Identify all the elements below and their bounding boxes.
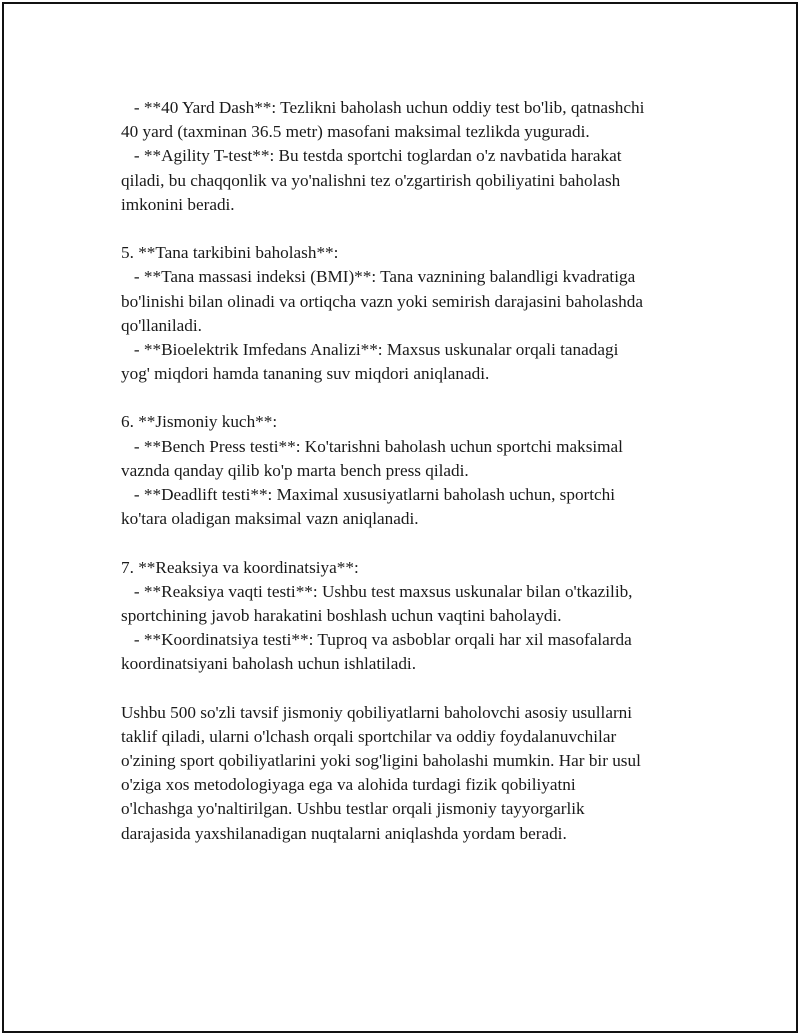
text-line: - **Reaksiya vaqti testi**: Ushbu test maxsus uskunalar bilan o'tkazilib, (121, 581, 633, 601)
text-line: bo'linishi bilan olinadi va ortiqcha vazn yoki semirish darajasini baholashda (121, 291, 643, 311)
text-line: o'lchashga yo'naltirilgan. Ushbu testlar orqali jismoniy tayyorgarlik (121, 799, 585, 819)
text-line: darajasida yaxshilanadigan nuqtalarni aniqlashda yordam beradi. (121, 823, 567, 843)
text-line: Ushbu 500 so'zli tavsif jismoniy qobiliyatlarni baholovchi asosiy usullarni (121, 702, 633, 722)
text-line: o'ziga xos metodologiyaga ega va alohida turdagi fizik qobiliyatni (121, 775, 576, 795)
text-line: - **Agility T-test**: Bu testda sportchi toglardan o'z navbatida harakat (121, 146, 622, 166)
text-line: vaznda qanday qilib ko'p marta bench press qiladi. (121, 460, 469, 480)
text-line: yog' miqdori hamda tananing suv miqdori aniqlanadi. (121, 364, 490, 384)
text-line: - **Bioelektrik Imfedans Analizi**: Maxsus uskunalar orqali tanadagi (121, 339, 619, 359)
text-line: qiladi, bu chaqqonlik va yo'nalishni tez o'zgartirish qobiliyatini baholash (121, 170, 621, 190)
text-line: - **Koordinatsiya testi**: Tuproq va asboblar orqali har xil masofalarda (121, 630, 632, 650)
text-line: qo'llaniladi. (121, 315, 202, 335)
paragraph-spacer (121, 531, 701, 555)
text-line: - **Bench Press testi**: Ko'tarishni baholash uchun sportchi maksimal (121, 436, 623, 456)
paragraph-reaction-coordination (121, 556, 701, 677)
paragraph-spacer (121, 677, 701, 701)
paragraph-physical-strength (121, 410, 701, 531)
paragraph-summary (121, 701, 701, 846)
text-line: koordinatsiyani baholash uchun ishlatiladi. (121, 654, 416, 674)
paragraph-spacer (121, 386, 701, 410)
text-line: - **Tana massasi indeksi (BMI)**: Tana vaznining balandligi kvadratiga (121, 267, 636, 287)
page-frame (2, 2, 798, 1033)
text-line: o'zining sport qobiliyatlarini yoki sog'ligini baholashi mumkin. Har bir usul (121, 751, 641, 771)
paragraph-spacer (121, 217, 701, 241)
text-line: taklif qiladi, ularni o'lchash orqali sportchilar va oddiy foydalanuvchilar (121, 726, 617, 746)
section-heading: 7. **Reaksiya va koordinatsiya**: (121, 557, 359, 577)
text-line: imkonini beradi. (121, 194, 235, 214)
section-heading: 6. **Jismoniy kuch**: (121, 412, 278, 432)
text-line: ko'tara oladigan maksimal vazn aniqlanadi. (121, 509, 419, 529)
text-line: - **Deadlift testi**: Maximal xususiyatlarni baholash uchun, sportchi (121, 485, 616, 504)
text-line: - **40 Yard Dash**: Tezlikni baholash uchun oddiy test bo'lib, qatnashchi (121, 98, 645, 117)
text-line: 40 yard (taxminan 36.5 metr) masofani maksimal tezlikda yuguradi. (121, 122, 590, 142)
section-heading: 5. **Tana tarkibini baholash**: (121, 243, 339, 263)
document-body (121, 96, 701, 846)
paragraph-body-composition (121, 241, 701, 386)
text-line: sportchining javob harakatini boshlash uchun vaqtini baholaydi. (121, 605, 562, 625)
paragraph-speed-agility (121, 96, 701, 217)
